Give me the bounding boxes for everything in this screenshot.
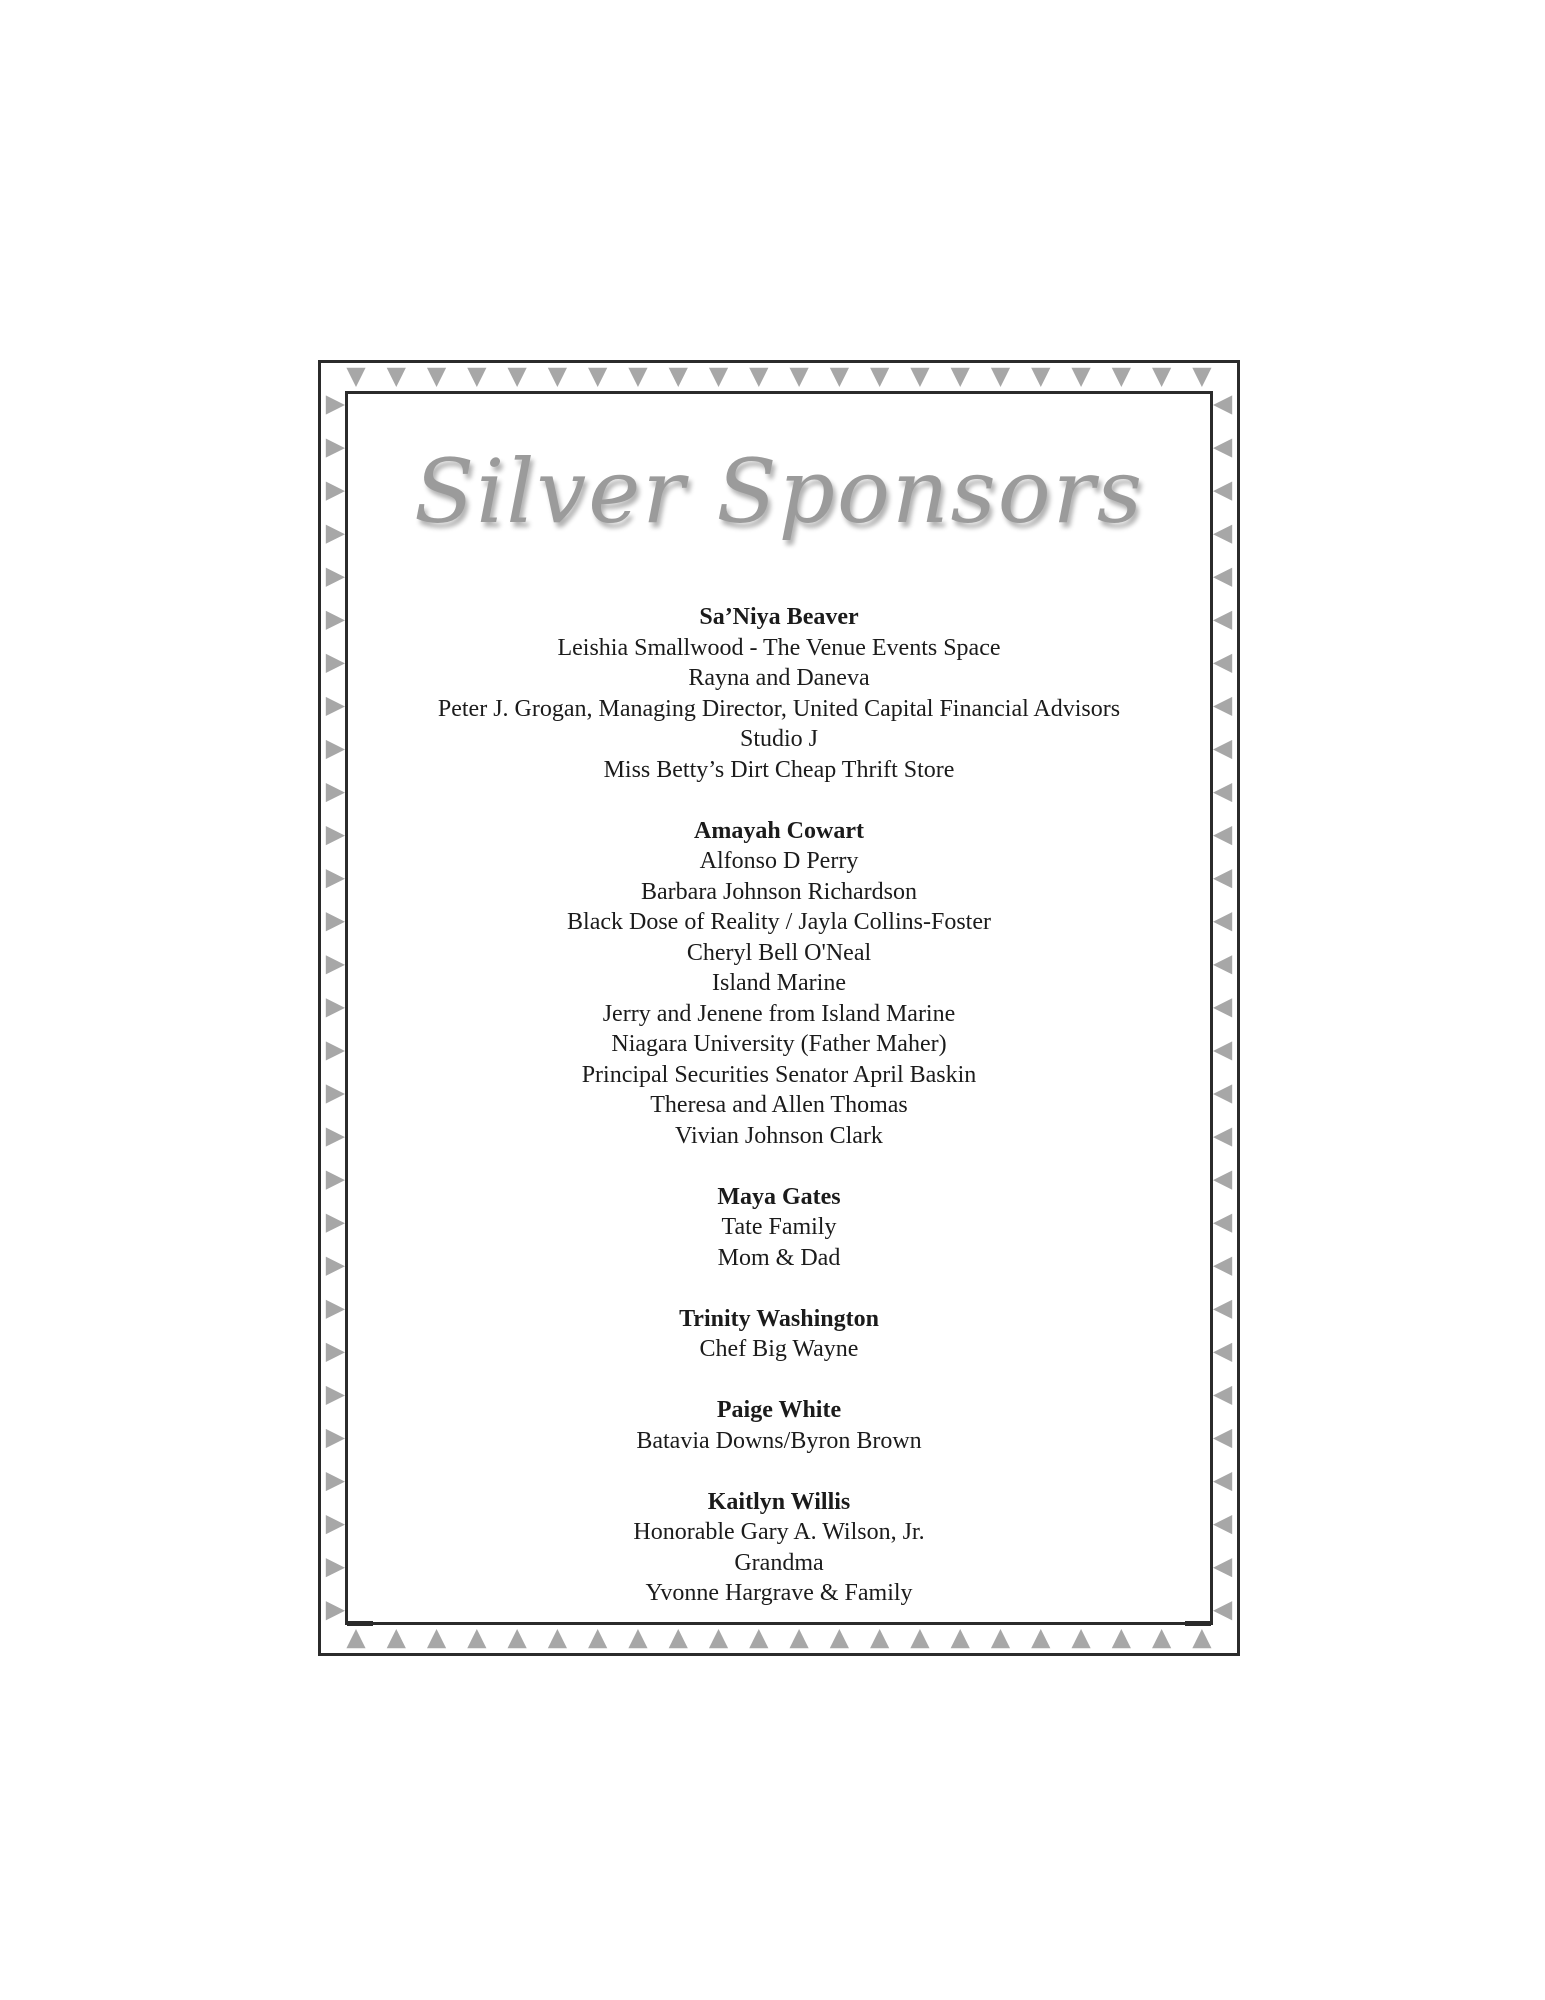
triangle-icon [588, 1629, 608, 1649]
triangle-icon [749, 367, 769, 387]
triangle-icon [325, 1385, 345, 1405]
triangle-icon [1071, 1629, 1091, 1649]
triangle-icon [325, 1127, 345, 1147]
sponsor-entry: Yvonne Hargrave & Family [645, 1580, 913, 1606]
triangle-icon [386, 367, 406, 387]
sponsor-section [348, 816, 1210, 1152]
page-title: Silver Sponsors [413, 440, 1145, 543]
triangle-icon [325, 1084, 345, 1104]
triangle-icon [325, 1299, 345, 1319]
triangle-icon [325, 998, 345, 1018]
sponsor-entry: Peter J. Grogan, Managing Director, United Capital Financial Advisors [437, 695, 1121, 722]
triangle-icon [1213, 696, 1233, 716]
sponsor-entry: Principal Securities Senator April Baskin [581, 1061, 977, 1088]
triangle-icon [325, 955, 345, 975]
triangle-icon [668, 367, 688, 387]
triangle-icon [1213, 869, 1233, 889]
triangle-icon [1213, 438, 1233, 458]
sponsor-group-name: Paige White [716, 1397, 842, 1423]
triangle-icon [1031, 1629, 1051, 1649]
triangle-icon [325, 1515, 345, 1535]
triangle-icon [346, 1629, 366, 1649]
sponsor-group-name: Trinity Washington [679, 1305, 879, 1332]
triangle-icon [991, 1629, 1011, 1649]
border-strip-top [346, 364, 1212, 390]
border-strip-right [1210, 395, 1236, 1621]
triangle-icon [1213, 740, 1233, 760]
triangle-icon [325, 1256, 345, 1276]
triangle-icon [325, 1558, 345, 1578]
triangle-icon [1213, 1170, 1233, 1190]
triangle-icon [588, 367, 608, 387]
sponsor-entry: Vivian Johnson Clark [675, 1122, 883, 1149]
triangle-icon [325, 1213, 345, 1233]
triangle-icon [1213, 1342, 1233, 1362]
triangle-icon [1111, 1629, 1131, 1649]
triangle-icon [325, 1601, 345, 1621]
sponsor-entry: Alfonso D Perry [699, 848, 859, 874]
triangle-icon [1213, 998, 1233, 1018]
sponsor-entry: Leishia Smallwood - The Venue Events Space [557, 634, 1001, 661]
triangle-icon [1213, 567, 1233, 587]
triangle-icon [991, 367, 1011, 387]
inner-frame [345, 391, 1213, 1625]
triangle-icon [467, 367, 487, 387]
triangle-icon [829, 1629, 849, 1649]
triangle-icon [1213, 524, 1233, 544]
triangle-icon [789, 1629, 809, 1649]
triangle-icon [1111, 367, 1131, 387]
sponsor-entry: Honorable Gary A. Wilson, Jr. [633, 1519, 925, 1545]
triangle-icon [325, 1041, 345, 1061]
sponsor-entry: Studio J [739, 726, 819, 752]
sponsor-entry: Niagara University (Father Maher) [611, 1031, 947, 1057]
triangle-icon [829, 367, 849, 387]
triangle-icon [325, 1472, 345, 1492]
sponsor-section [348, 602, 1210, 785]
sponsor-sections [348, 602, 1210, 1609]
triangle-icon [325, 653, 345, 673]
triangle-icon [325, 1342, 345, 1362]
sponsor-section [348, 1304, 1210, 1365]
triangle-icon [1213, 783, 1233, 803]
triangle-icon [325, 481, 345, 501]
sponsor-group-name: Kaitlyn Willis [707, 1488, 851, 1515]
sponsor-group-name: Amayah Cowart [694, 817, 864, 844]
triangle-icon [910, 1629, 930, 1649]
triangle-icon [325, 610, 345, 630]
triangle-icon [870, 1629, 890, 1649]
triangle-icon [950, 367, 970, 387]
triangle-icon [1031, 367, 1051, 387]
border-strip-bottom [346, 1626, 1212, 1652]
sponsor-entry: Mom & Dad [717, 1244, 841, 1271]
sponsor-entry: Black Dose of Reality / Jayla Collins-Foster [567, 909, 991, 935]
sponsor-entry: Rayna and Daneva [688, 665, 870, 691]
triangle-icon [668, 1629, 688, 1649]
triangle-icon [325, 1170, 345, 1190]
triangle-icon [950, 1629, 970, 1649]
triangle-icon [789, 367, 809, 387]
sponsor-entry: Tate Family [721, 1214, 837, 1240]
sponsor-group-name: Maya Gates [717, 1183, 841, 1210]
sponsor-entry: Jerry and Jenene from Island Marine [602, 1000, 956, 1027]
triangle-icon [910, 367, 930, 387]
triangle-icon [1213, 1041, 1233, 1061]
triangle-icon [1071, 367, 1091, 387]
triangle-icon [709, 1629, 729, 1649]
triangle-icon [1213, 1515, 1233, 1535]
triangle-icon [1213, 826, 1233, 846]
triangle-icon [547, 1629, 567, 1649]
triangle-icon [547, 367, 567, 387]
triangle-icon [628, 1629, 648, 1649]
triangle-icon [1213, 1256, 1233, 1276]
triangle-icon [1213, 1385, 1233, 1405]
sponsor-entry: Chef Big Wayne [699, 1336, 859, 1362]
triangle-icon [1213, 912, 1233, 932]
triangle-icon [507, 367, 527, 387]
sponsor-section [348, 1182, 1210, 1274]
triangle-icon [1152, 367, 1172, 387]
triangle-icon [467, 1629, 487, 1649]
triangle-icon [325, 524, 345, 544]
triangle-icon [1213, 1601, 1233, 1621]
triangle-icon [325, 783, 345, 803]
triangle-icon [507, 1629, 527, 1649]
page-content [348, 394, 1210, 1622]
triangle-icon [1213, 1213, 1233, 1233]
sponsor-entry: Barbara Johnson Richardson [641, 878, 917, 905]
triangle-icon [325, 567, 345, 587]
triangle-icon [1213, 481, 1233, 501]
triangle-icon [325, 438, 345, 458]
triangle-icon [1192, 367, 1212, 387]
triangle-icon [386, 1629, 406, 1649]
triangle-icon [749, 1629, 769, 1649]
triangle-icon [325, 1429, 345, 1449]
triangle-icon [1213, 653, 1233, 673]
decorative-frame [318, 360, 1240, 1656]
triangle-icon [325, 912, 345, 932]
sponsor-entry: Island Marine [712, 970, 846, 996]
triangle-icon [1213, 395, 1233, 415]
sponsor-entry: Cheryl Bell O'Neal [686, 939, 872, 966]
triangle-icon [1192, 1629, 1212, 1649]
triangle-icon [325, 826, 345, 846]
triangle-icon [1213, 1299, 1233, 1319]
triangle-icon [427, 367, 447, 387]
triangle-icon [628, 367, 648, 387]
sponsor-section [348, 1487, 1210, 1609]
sponsor-entry: Theresa and Allen Thomas [650, 1092, 908, 1118]
sponsor-group-name: Sa’Niya Beaver [699, 604, 859, 630]
triangle-icon [1213, 1472, 1233, 1492]
triangle-icon [325, 869, 345, 889]
triangle-icon [1152, 1629, 1172, 1649]
sponsor-section [348, 1395, 1210, 1456]
triangle-icon [1213, 610, 1233, 630]
triangle-icon [1213, 1084, 1233, 1104]
sponsor-entry: Batavia Downs/Byron Brown [636, 1427, 922, 1454]
triangle-icon [325, 395, 345, 415]
sponsor-entry: Miss Betty’s Dirt Cheap Thrift Store [603, 756, 955, 783]
sponsor-entry: Grandma [734, 1549, 824, 1576]
triangle-icon [325, 740, 345, 760]
triangle-icon [325, 696, 345, 716]
triangle-icon [870, 367, 890, 387]
triangle-icon [1213, 1558, 1233, 1578]
triangle-icon [346, 367, 366, 387]
triangle-icon [1213, 955, 1233, 975]
triangle-icon [427, 1629, 447, 1649]
triangle-icon [1213, 1429, 1233, 1449]
triangle-icon [709, 367, 729, 387]
triangle-icon [1213, 1127, 1233, 1147]
